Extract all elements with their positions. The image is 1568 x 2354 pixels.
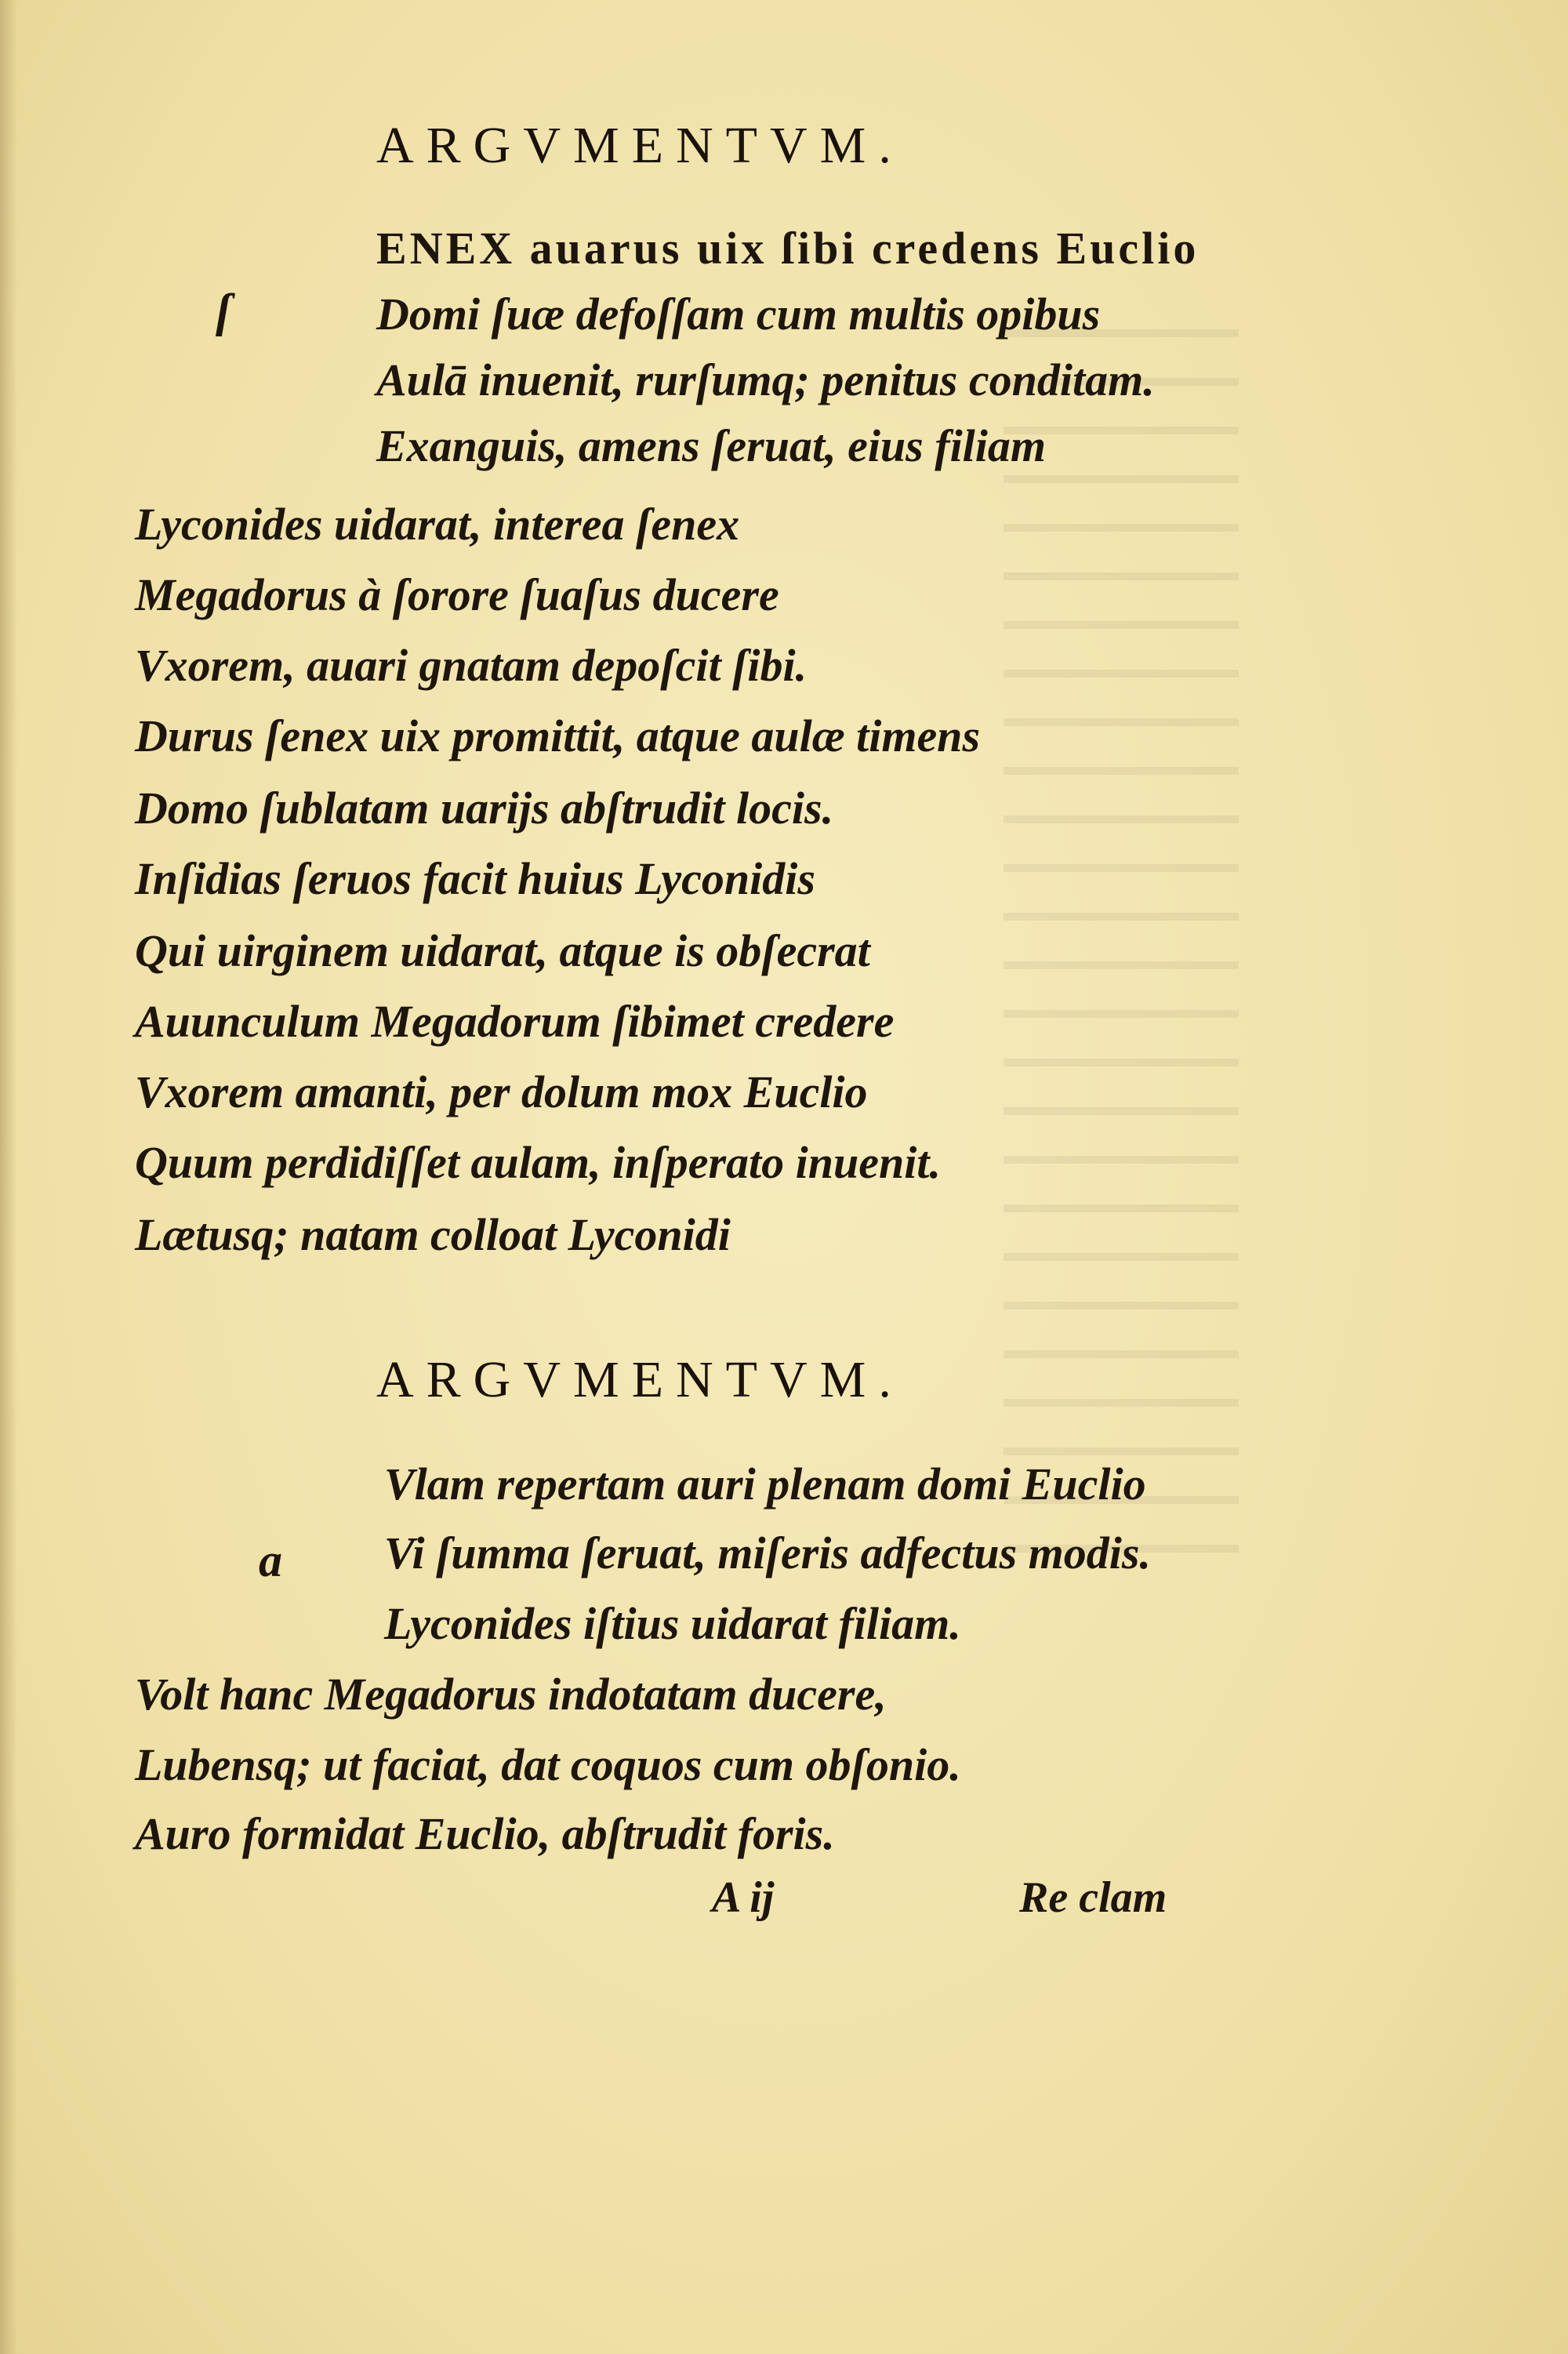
guide-letter-2: a: [259, 1535, 282, 1586]
verse-line: Lubensq; ut faciat, dat coquos cum obſonio.: [135, 1739, 961, 1790]
verse-line: Lyconides iſtius uidarat filiam.: [384, 1598, 961, 1649]
verse-line: Volt hanc Megadorus indotatam ducere,: [135, 1669, 887, 1720]
verse-line: Domo ſublatam uarijs abſtrudit locis.: [135, 783, 834, 834]
verse-line: ENEX auarus uix ſibi credens Euclio: [376, 223, 1200, 274]
argument-heading-2: ARGVMENTVM.: [376, 1351, 904, 1408]
page-edge-shadow: [0, 0, 17, 2354]
verse-line: Megadorus à ſorore ſuaſus ducere: [135, 569, 779, 620]
verse-line: Qui uirginem uidarat, atque is obſecrat: [135, 925, 870, 976]
signature-mark: A ij: [712, 1873, 775, 1922]
verse-line: Vxorem amanti, per dolum mox Euclio: [135, 1066, 868, 1117]
verse-line: Exanguis, amens ſeruat, eius filiam: [376, 420, 1047, 471]
verse-line: Durus ſenex uix promittit, atque aulæ timens: [135, 710, 981, 761]
verse-line: Domi ſuæ defoſſam cum multis opibus: [376, 289, 1101, 340]
verse-line: Inſidias ſeruos facit huius Lyconidis: [135, 853, 815, 904]
catchword: Re clam: [1019, 1873, 1167, 1922]
argument-heading-1: ARGVMENTVM.: [376, 117, 904, 174]
verse-line: Vlam repertam auri plenam domi Euclio: [384, 1459, 1146, 1509]
verse-line: Lætusq; natam colloat Lyconidi: [135, 1209, 731, 1260]
guide-letter-1: ſ: [216, 285, 231, 336]
verse-line: Quum perdidiſſet aulam, inſperato inuenit.: [135, 1137, 941, 1188]
verse-line: Vxorem, auari gnatam depoſcit ſibi.: [135, 640, 808, 691]
verse-line: Lyconides uidarat, interea ſenex: [135, 499, 740, 550]
verse-line: Auro formidat Euclio, abſtrudit foris.: [135, 1808, 835, 1859]
verse-line: Vi ſumma ſeruat, miſeris adfectus modis.: [384, 1528, 1151, 1578]
verse-line: Auunculum Megadorum ſibimet credere: [135, 996, 895, 1047]
verse-line: Aulā inuenit, rurſumq; penitus conditam.: [376, 354, 1155, 405]
show-through-text: [1004, 329, 1239, 1584]
